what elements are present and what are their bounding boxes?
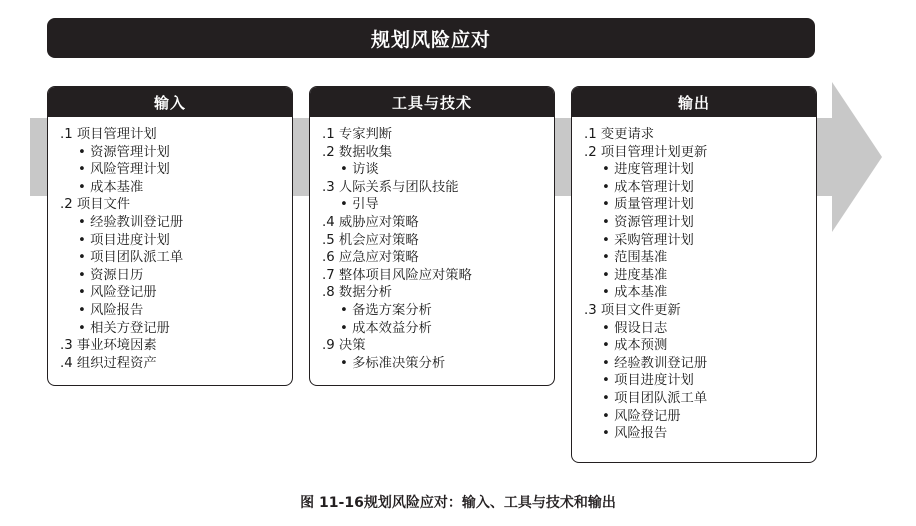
list-item: .2 数据收集 [322,144,393,160]
list-item: .1 项目管理计划 [60,127,157,142]
list-subitem: • 质量管理计划 [602,197,694,213]
list-subitem: • 备选方案分析 [340,302,432,318]
list-subitem: • 成本管理计划 [602,179,694,195]
list-subitem: • 风险管理计划 [78,162,170,178]
list-subitem: • 资源管理计划 [602,214,694,230]
inputs-list [48,117,292,372]
list-subitem: • 资源管理计划 [78,144,170,160]
list-subitem: • 项目进度计划 [78,232,170,248]
list-item: .4 威胁应对策略 [322,214,419,230]
list-subitem: • 风险登记册 [602,408,681,424]
list-item: .7 整体项目风险应对策略 [322,267,472,283]
list-subitem: • 项目团队派工单 [602,390,708,406]
list-subitem: • 成本效益分析 [340,320,432,336]
list-item: .6 应急应对策略 [322,250,419,266]
list-item: .2 项目管理计划更新 [584,144,708,160]
outputs-heading: 输出 [572,87,816,117]
list-subitem: • 多标准决策分析 [340,355,446,371]
tools-heading: 工具与技术 [310,87,554,117]
list-subitem: • 经验教训登记册 [78,214,184,230]
list-subitem: • 成本预测 [602,338,668,354]
list-subitem: • 资源日历 [78,267,144,283]
list-item: .9 决策 [322,338,366,354]
tools-panel [309,86,555,386]
list-item: .5 机会应对策略 [322,232,419,248]
list-item: .3 项目文件更新 [584,302,681,318]
list-item: .1 变更请求 [584,127,655,142]
list-subitem: • 范围基准 [602,250,668,266]
inputs-heading: 输入 [48,87,292,117]
list-item: .1 专家判断 [322,127,393,142]
list-subitem: • 采购管理计划 [602,232,694,248]
figure-caption: 图 11-16规划风险应对：输入、工具与技术和输出 [300,495,616,511]
list-subitem: • 风险报告 [78,302,144,318]
outputs-list [572,117,816,443]
tools-list [310,117,554,372]
list-subitem: • 相关方登记册 [78,320,170,336]
list-subitem: • 成本基准 [78,179,144,195]
diagram-title: 规划风险应对 [47,18,815,58]
list-subitem: • 引导 [340,197,379,213]
list-subitem: • 假设日志 [602,320,668,336]
list-item: .4 组织过程资产 [60,355,157,371]
list-item: .8 数据分析 [322,285,393,301]
list-subitem: • 经验教训登记册 [602,355,708,371]
list-item: .3 事业环境因素 [60,338,157,354]
list-subitem: • 进度管理计划 [602,162,694,178]
list-subitem: • 风险报告 [602,426,668,442]
list-subitem: • 项目进度计划 [602,373,694,389]
list-subitem: • 成本基准 [602,285,668,301]
list-subitem: • 进度基准 [602,267,668,283]
list-item: .2 项目文件 [60,197,131,213]
list-subitem: • 风险登记册 [78,285,157,301]
list-item: .3 人际关系与团队技能 [322,179,459,195]
inputs-panel [47,86,293,386]
list-subitem: • 访谈 [340,162,379,178]
list-subitem: • 项目团队派工单 [78,250,184,266]
outputs-panel [571,86,817,463]
